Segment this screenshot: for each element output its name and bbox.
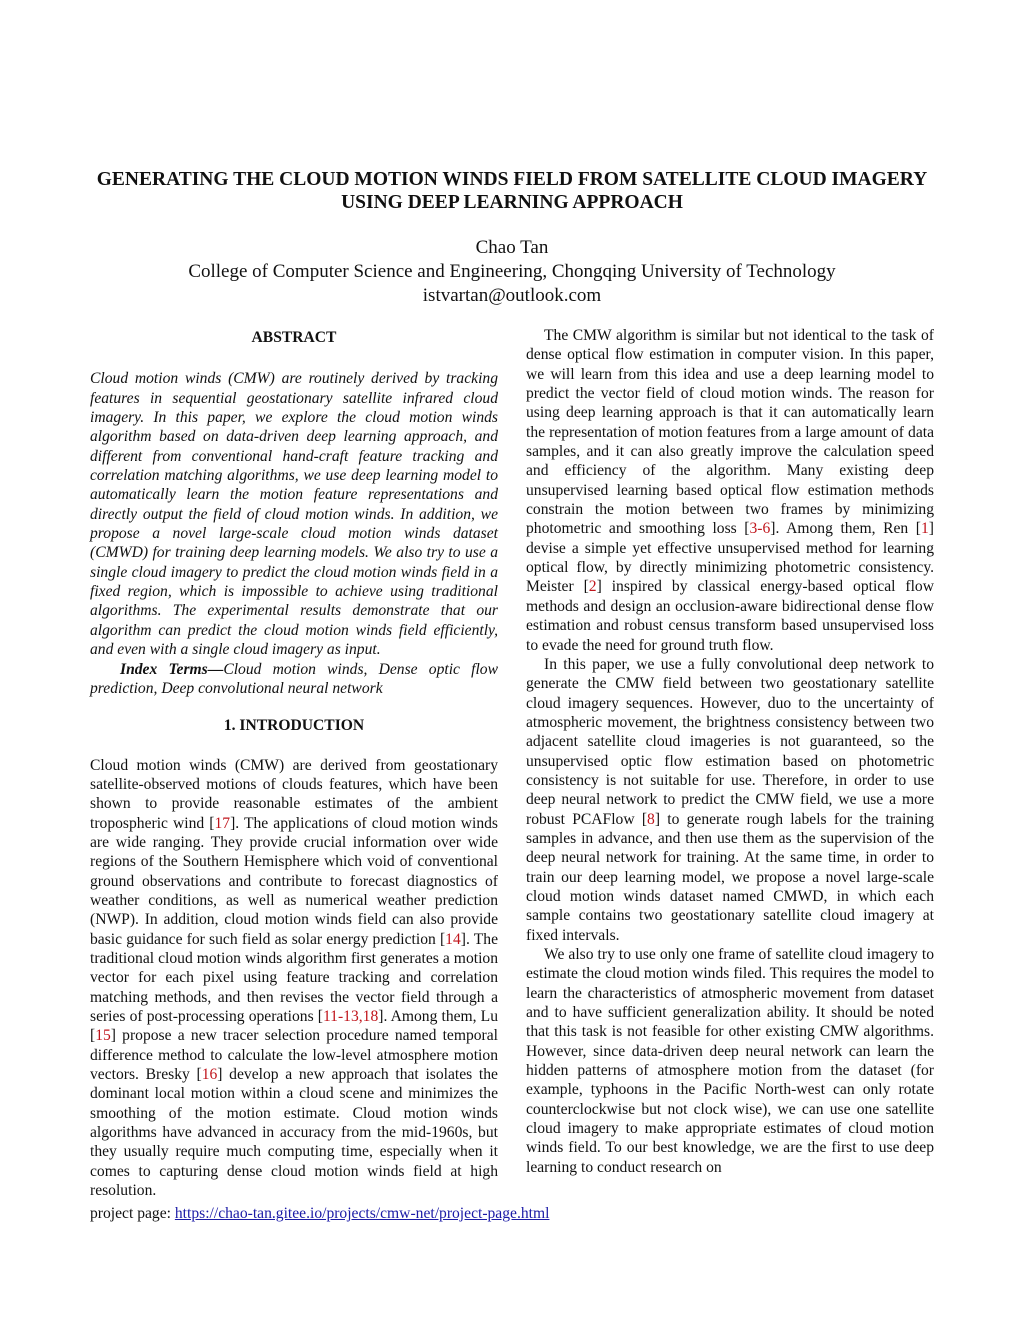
intro-paragraph-2: The CMW algorithm is similar but not identical to the task of dense optical flow estimation in computer vision. In this paper, we will learn from this idea and use a deep learning model to predict the vector field of cloud motion winds. The reason for using deep learning approach is that it can automatically learn the representation of motion features from a large amount of data samples, and it can also greatly improve the calculation speed and efficiency of the algorithm. Many existing deep unsupervised learning based optical flow estimation methods constrain the motion between two frames by minimizing photometric and smoothing loss [3-6]. Among them, Ren [1] devise a simple yet effective unsupervised method for learning optical flow, by directly minimizing photometric consistency. Meister [2] inspired by classical energy-based optical flow methods and design an occlusion-aware bidirectional dense flow estimation and robust census transform based unsupervised loss to evade the need for ground truth flow.: [526, 327, 934, 654]
citation-link[interactable]: 8: [647, 810, 655, 828]
citation-link[interactable]: 3-6: [749, 520, 771, 538]
project-page-link[interactable]: https://chao-tan.gitee.io/projects/cmw-net/project-page.html: [174, 1205, 550, 1222]
intro-heading: 1. INTRODUCTION: [223, 717, 365, 735]
citation-link[interactable]: 11-13,18: [322, 1008, 379, 1025]
index-terms-label: Index Terms—: [120, 660, 224, 678]
author-email: istvartan@outlook.com: [422, 285, 602, 306]
left-column: [90, 326, 498, 1200]
project-page-footnote: [90, 1204, 549, 1224]
abstract-text: Cloud motion winds (CMW) are routinely derived by tracking features in sequential geostationary satellite infrared cloud imagery. In this paper, we explore the cloud motion winds algorithm based on data-driven deep learning approach, and different from conventional hand-craft feature tracking and correlation matching algorithms, we use deep learning model to automatically learn the motion feature representations and directly output the field of cloud motion winds. In addition, we propose a novel large-scale cloud motion winds dataset (CMWD) for training deep learning models. We also try to use a single cloud imagery to predict the cloud motion winds field in a fixed region, which is impossible to achieve using traditional algorithms. The experimental results demonstrate that our algorithm can predict the cloud motion winds field efficiently, and even with a single cloud imagery as input.: [90, 370, 498, 659]
citation-link[interactable]: 14: [445, 930, 461, 948]
abstract-heading: ABSTRACT: [251, 329, 337, 346]
intro-paragraph-1: Cloud motion winds (CMW) are derived from geostationary satellite-observed motions of clouds features, which have been shown to provide reasonable estimates of the ambient tropospheric wind [17]. The applications of cloud motion winds are wide ranging. They provide crucial information over wide regions of the Southern Hemisphere which void of conventional ground observations and contribute to forecast diagnostics of weather conditions, as well as numerical weather prediction (NWP). In addition, cloud motion winds field can also provide basic guidance for such field as solar energy prediction [14]. The traditional cloud motion winds algorithm first generates a motion vector for each pixel using feature tracking and correlation matching methods, and then revises the vector field through a series of post-processing operations [11-13,18]. Among them, Lu [15] propose a new tracer selection procedure named temporal difference method to calculate the low-level atmosphere motion vectors. Bresky [16] develop a new approach that isolates the dominant local motion within a cloud scene and minimizes the smoothing of the motion estimate. Cloud motion winds algorithms have advanced in accuracy from the mid-1960s, but they usually require much computing time, especially when it comes to capturing dense cloud motion winds field at high resolution.: [90, 756, 499, 1200]
index-terms-text: Cloud motion winds, Dense optic flow prediction, Deep convolutional neural network: [90, 660, 498, 697]
intro-paragraph-4: We also try to use only one frame of satellite cloud imagery to estimate the cloud motion winds filed. This requires the model to learn the characteristics of atmospheric movement from dataset and to have sufficient generalization ability. It should be noted that this task is not feasible for other existing CMW algorithms. However, since data-driven deep neural network can learn the hidden patterns of atmosphere motion from the dataset (for example, typhoons in the Pacific North-west can only rotate counterclockwise but not clock wise), we can use one satellite cloud imagery to make appropriate estimates of cloud motion winds field. To our best knowledge, we are the first to use deep learning to conduct research on: [526, 946, 934, 1176]
author-block: [90, 236, 934, 308]
citation-link[interactable]: 2: [588, 578, 597, 596]
right-column: [526, 326, 934, 1177]
index-terms: [90, 660, 498, 699]
intro-paragraph-3: In this paper, we use a fully convolutional deep network to generate the CMW field between two geostationary satellite cloud imagery sequences. However, duo to the uncertainty of atmospheric movement, the brightness consistency between two adjacent satellite cloud imageries is not guaranteed, so the unsupervised optic flow estimation based on photometric consistency is not suitable for use. Therefore, in order to use deep neural network to predict the CMW field, we use a more robust PCAFlow [8] to generate rough labels for the training samples in advance, and then use them as the supervision of the deep neural network for training. At the same time, in order to train our deep learning model, we propose a novel large-scale cloud motion winds dataset named CMWD, in which each sample contains two geostationary satellite cloud imagery at fixed intervals.: [526, 655, 935, 944]
author-name: Chao Tan: [475, 237, 549, 258]
footnote-label: project page:: [90, 1205, 175, 1222]
author-affiliation: College of Computer Science and Engineering, Chongqing University of Technology: [188, 261, 836, 282]
citation-link[interactable]: 17: [214, 814, 231, 832]
citation-link[interactable]: 15: [95, 1027, 111, 1045]
citation-link[interactable]: 1: [921, 520, 929, 538]
paper-title: GENERATING THE CLOUD MOTION WINDS FIELD FROM SATELLITE CLOUD IMAGERY USING DEEP LEARNING APPROACH: [96, 169, 928, 213]
citation-link[interactable]: 16: [201, 1066, 218, 1084]
